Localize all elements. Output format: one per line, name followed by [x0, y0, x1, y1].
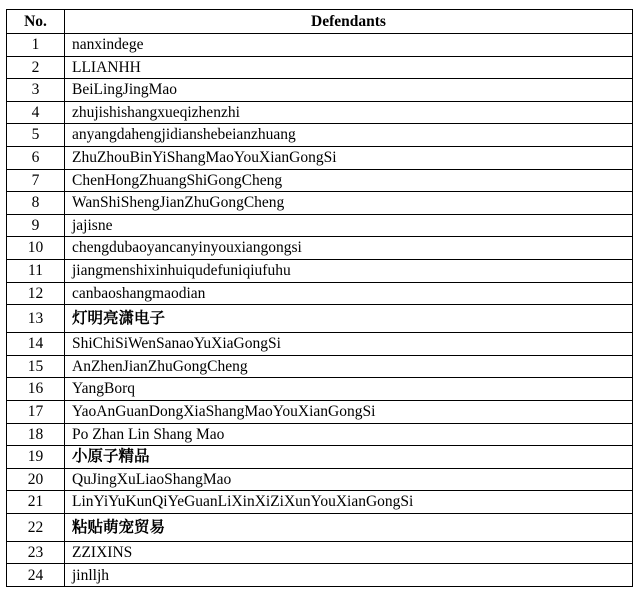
table-row	[7, 282, 633, 305]
row-number: 16	[7, 378, 65, 401]
row-number: 10	[7, 237, 65, 260]
defendants-table	[6, 9, 633, 587]
defendant-name: ShiChiSiWenSanaoYuXiaGongSi	[65, 333, 633, 356]
table-row	[7, 34, 633, 57]
row-number: 8	[7, 192, 65, 215]
defendant-name: ChenHongZhuangShiGongCheng	[65, 169, 633, 192]
table-row	[7, 124, 633, 147]
defendant-name: ZZIXINS	[65, 541, 633, 564]
row-number: 14	[7, 333, 65, 356]
defendant-name: LinYiYuKunQiYeGuanLiXinXiZiXunYouXianGongSi	[65, 491, 633, 514]
row-number: 11	[7, 259, 65, 282]
table-row	[7, 378, 633, 401]
table-row	[7, 146, 633, 169]
defendant-name: zhujishishangxueqizhenzhi	[65, 101, 633, 124]
defendant-name: canbaoshangmaodian	[65, 282, 633, 305]
row-number: 24	[7, 564, 65, 587]
table-row	[7, 192, 633, 215]
defendant-name: AnZhenJianZhuGongCheng	[65, 355, 633, 378]
defendant-name: 小原子精品	[65, 446, 633, 469]
defendant-name: 灯明亮潇电子	[65, 305, 633, 333]
table-row	[7, 541, 633, 564]
table-row	[7, 169, 633, 192]
table-row	[7, 400, 633, 423]
defendant-name: YaoAnGuanDongXiaShangMaoYouXianGongSi	[65, 400, 633, 423]
table-row	[7, 101, 633, 124]
table-header-row	[7, 10, 633, 34]
row-number: 1	[7, 34, 65, 57]
defendant-name: jajisne	[65, 214, 633, 237]
defendant-name: WanShiShengJianZhuGongCheng	[65, 192, 633, 215]
defendant-name: Po Zhan Lin Shang Mao	[65, 423, 633, 446]
table-row	[7, 237, 633, 260]
defendant-name: chengdubaoyancanyinyouxiangongsi	[65, 237, 633, 260]
row-number: 13	[7, 305, 65, 333]
row-number: 6	[7, 146, 65, 169]
table-row	[7, 423, 633, 446]
table-row	[7, 468, 633, 491]
defendant-name: ZhuZhouBinYiShangMaoYouXianGongSi	[65, 146, 633, 169]
defendant-name: jiangmenshixinhuiqudefuniqiufuhu	[65, 259, 633, 282]
row-number: 12	[7, 282, 65, 305]
table-row	[7, 259, 633, 282]
table-row	[7, 564, 633, 587]
row-number: 19	[7, 446, 65, 469]
table-row	[7, 56, 633, 79]
defendant-name: LLIANHH	[65, 56, 633, 79]
row-number: 2	[7, 56, 65, 79]
table-row	[7, 513, 633, 541]
defendant-name: BeiLingJingMao	[65, 79, 633, 102]
row-number: 5	[7, 124, 65, 147]
row-number: 3	[7, 79, 65, 102]
defendant-name: QuJingXuLiaoShangMao	[65, 468, 633, 491]
row-number: 20	[7, 468, 65, 491]
defendant-name: 粘贴萌宠贸易	[65, 513, 633, 541]
defendant-name: nanxindege	[65, 34, 633, 57]
defendant-name: anyangdahengjidianshebeianzhuang	[65, 124, 633, 147]
table-row	[7, 333, 633, 356]
defendant-name: jinlljh	[65, 564, 633, 587]
row-number: 23	[7, 541, 65, 564]
row-number: 15	[7, 355, 65, 378]
row-number: 4	[7, 101, 65, 124]
table-row	[7, 446, 633, 469]
table-row	[7, 355, 633, 378]
table-row	[7, 305, 633, 333]
header-defendants: Defendants	[65, 10, 633, 34]
row-number: 18	[7, 423, 65, 446]
row-number: 9	[7, 214, 65, 237]
row-number: 21	[7, 491, 65, 514]
row-number: 22	[7, 513, 65, 541]
row-number: 7	[7, 169, 65, 192]
table-row	[7, 214, 633, 237]
table-row	[7, 491, 633, 514]
header-no: No.	[7, 10, 65, 34]
row-number: 17	[7, 400, 65, 423]
table-row	[7, 79, 633, 102]
defendant-name: YangBorq	[65, 378, 633, 401]
